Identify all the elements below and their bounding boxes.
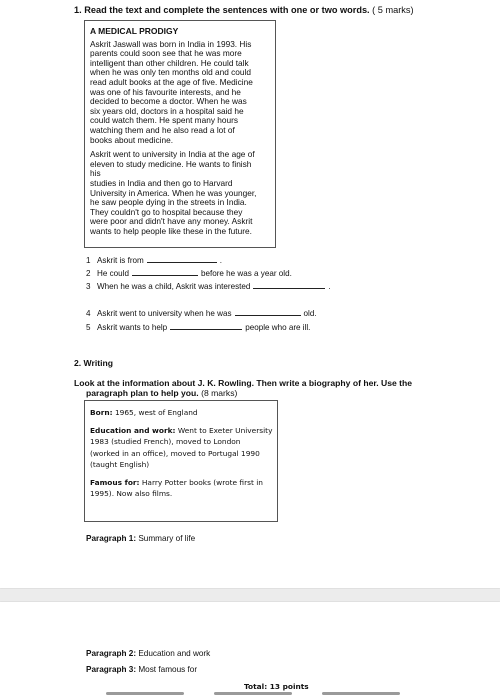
paragraph-3-text: Most famous for [138, 665, 198, 674]
sentence-number: 1 [86, 256, 91, 265]
instruction-line-2: paragraph plan to help you. [86, 388, 199, 398]
famous-label: Famous for: [90, 478, 140, 488]
paragraph-1-label: Paragraph 1: [86, 534, 137, 543]
education-line: (worked in an office), moved to Portugal 1990 [90, 448, 260, 458]
sentence-text-before: Askrit went to university when he was [97, 309, 232, 318]
born-label: Born: [90, 408, 113, 417]
total-points: Total: 13 points [244, 682, 309, 691]
story-line: could watch them. He spent many hours [90, 115, 239, 126]
education-entry [90, 425, 271, 470]
story-line: six years old, doctors in a hospital said he [90, 105, 244, 116]
paragraph-1-text: Summary of life [138, 534, 196, 543]
famous-line: 1995). Now also films. [90, 489, 173, 499]
story-line: when he was only ten months old and could [90, 67, 251, 78]
paragraph-2-text: Education and work [138, 649, 211, 658]
education-line: 1983 (studied French), moved to London [90, 437, 241, 447]
answer-blank[interactable] [235, 308, 301, 316]
story-paragraph-1 [90, 40, 269, 146]
story-line: read adult books at the age of five. Medicine [90, 76, 253, 87]
sentence-text-after: . [328, 282, 331, 291]
document-page-2 [0, 602, 500, 698]
paragraph-1-plan [86, 534, 195, 543]
paragraph-3-plan [86, 665, 197, 674]
sentence-text-after: people who are ill. [245, 323, 311, 332]
question-2-instruction [74, 378, 474, 398]
story-line: watching them and he also read a lot of [90, 124, 235, 135]
famous-entry [90, 477, 271, 499]
question-1-instruction: Read the text and complete the sentences with one or two words. [84, 5, 370, 15]
sentence-number: 2 [86, 269, 91, 278]
scrollbar-segment[interactable] [106, 692, 184, 695]
story-line: eleven to study medicine. He wants to finish [90, 158, 252, 169]
born-entry [90, 407, 271, 418]
story-paragraph-2 [90, 150, 269, 236]
story-text-box [84, 20, 276, 248]
story-line: he saw people dying in the streets in India. [90, 197, 247, 208]
story-title: A MEDICAL PRODIGY [90, 26, 179, 36]
sentence-number: 3 [86, 282, 91, 291]
famous-line: Harry Potter books (wrote first in [141, 478, 263, 488]
story-line: wants to help people like these in the future. [90, 225, 252, 236]
sentence-item [86, 308, 317, 318]
story-line: intelligent than other children. He could talk [90, 57, 249, 68]
sentence-text-before: He could [97, 269, 129, 278]
sentence-text-before: When he was a child, Askrit was interested [97, 282, 251, 291]
story-line: decided to become a doctor. When he was [90, 96, 247, 107]
sentence-item [86, 255, 222, 265]
story-line: University in America. When he was younger, [90, 187, 257, 198]
education-line: (taught English) [90, 459, 150, 469]
story-line: were poor and didn't have any money. Askrit [90, 216, 253, 227]
story-line: studies in India and then go to Harvard [90, 177, 233, 188]
answer-blank[interactable] [253, 281, 325, 289]
sentence-text-after: old. [303, 309, 317, 318]
paragraph-3-label: Paragraph 3: [86, 665, 137, 674]
sentence-text-before: Askrit is from [97, 256, 144, 265]
sentence-number: 5 [86, 323, 91, 332]
question-2-title: 2. Writing [74, 358, 113, 368]
question-2-marks: (8 marks) [201, 388, 238, 398]
sentence-number: 4 [86, 309, 91, 318]
sentence-item [86, 281, 331, 291]
story-line: parents could soon see that he was more [90, 48, 242, 59]
born-text: 1965, west of England [114, 408, 198, 417]
story-line: Askrit Jaswall was born in India in 1993. His [90, 38, 252, 49]
answer-blank[interactable] [132, 268, 198, 276]
paragraph-2-plan [86, 649, 210, 658]
answer-blank[interactable] [147, 255, 217, 263]
story-line: was one of his favourite interests, and he [90, 86, 241, 97]
story-line: They couldn't go to hospital because they [90, 206, 243, 217]
instruction-line-1: Look at the information about J. K. Rowling. Then write a biography of her. Use the [74, 378, 413, 388]
paragraph-2-label: Paragraph 2: [86, 649, 137, 658]
question-1-number: 1. [74, 5, 82, 15]
answer-blank[interactable] [170, 322, 242, 330]
question-1-marks: ( 5 marks) [372, 5, 414, 15]
story-line: Askrit went to university in India at the age of [90, 149, 255, 160]
story-line: his [90, 168, 101, 179]
scrollbar-segment[interactable] [214, 692, 292, 695]
scrollbar-segment[interactable] [322, 692, 400, 695]
question-1-heading [74, 5, 414, 15]
sentence-item [86, 268, 292, 278]
sentence-text-before: Askrit wants to help [97, 323, 168, 332]
sentence-text-after: before he was a year old. [200, 269, 292, 278]
sentence-text-after: . [219, 256, 223, 265]
sentence-item [86, 322, 310, 332]
education-label: Education and work: [90, 426, 176, 436]
story-line: books about medicine. [90, 134, 174, 145]
education-line: Went to Exeter University [177, 426, 273, 436]
biography-info-box [84, 400, 278, 522]
